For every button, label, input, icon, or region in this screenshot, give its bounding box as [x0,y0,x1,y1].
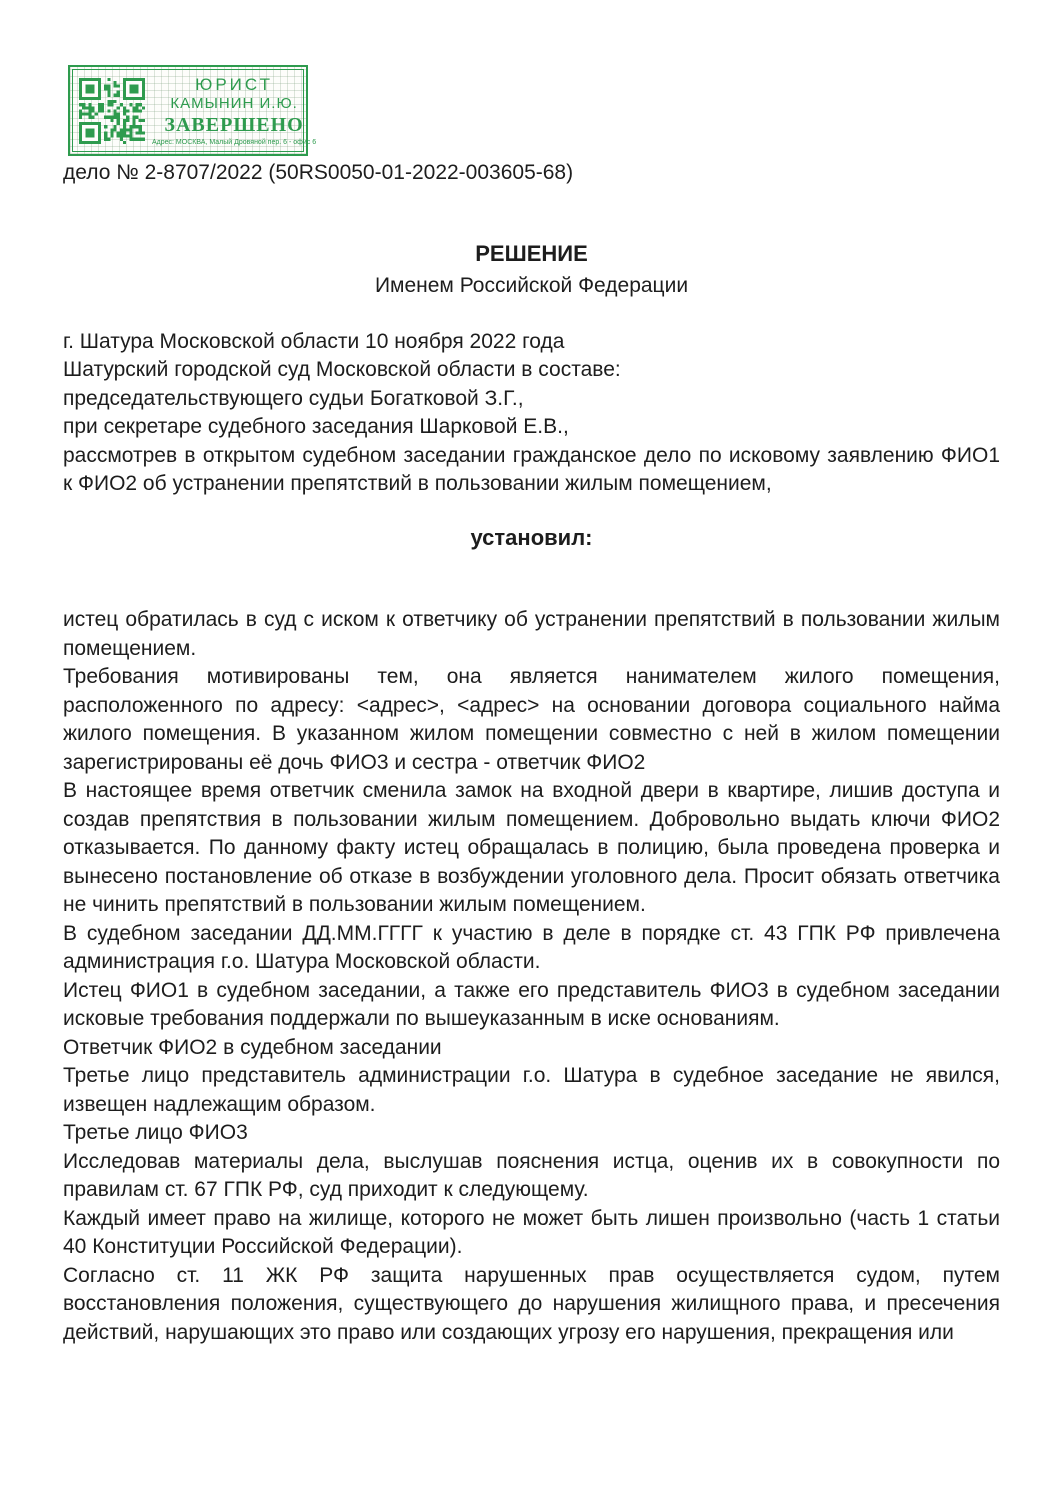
lawyer-stamp [68,65,317,156]
body-block [63,606,1000,1347]
body-paragraph: Каждый имеет право на жилище, которого не может быть лишен произвольно (часть 1 статьи 40 Конституции Российской Федерации). [63,1206,1000,1258]
body-paragraph: истец обратилась в суд с иском к ответчику об устранении препятствий в пользовании жилым помещением. [63,608,1000,660]
intro-paragraph: рассмотрев в открытом судебном заседании гражданское дело по исковому заявлению ФИО1 к ФИО2 об устранении препятствий в пользовании жилым помещением, [63,443,1000,495]
body-paragraph: Исследовав материалы дела, выслушав пояснения истца, оценив их в совокупности по правилам ст. 67 ГПК РФ, суд приходит к следующему. [63,1149,1000,1201]
body-paragraph: Истец ФИО1 в судебном заседании, а также его представитель ФИО3 в судебном заседании исковые требования поддержали по вышеуказанным в иске основаниям. [63,978,1000,1030]
stamp-name: КАМЫНИН И.Ю. [170,95,298,113]
lawyer-stamp-inner [72,69,317,152]
section-heading-ustanovil: установил: [470,524,593,550]
qr-code-icon [79,78,145,144]
stamp-status: ЗАВЕРШЕНО [164,114,304,137]
decision-title: РЕШЕНИЕ [475,240,588,266]
body-paragraph: Третье лицо представитель администрации г.о. Шатура в судебное заседание не явился, извещен надлежащим образом. [63,1064,1000,1116]
stamp-title: ЮРИСТ [195,74,273,94]
intro-line-court: Шатурский городской суд Московской области в составе: [63,358,621,381]
body-paragraph: В настоящее время ответчик сменила замок на входной двери в квартире, лишив доступа и создав препятствия в пользовании жилым помещением. Добровольно выдать ключи ФИО2 отказывается. По данному факту истец обращалась в полицию, была проведена проверка и вынесено постановление об отказе в возбуждении уголовного дела. Просит обязать ответчика не чинить препятствий в пользовании жилым помещением. [63,779,1000,916]
stamp-address: Адрес: МОСКВА, Малый Дровяной пер. 6 - офис 6 [152,139,317,147]
decision-subtitle: Именем Российской Федерации [374,274,689,297]
intro-line-secretary: при секретаре судебного заседания Шарковой Е.В., [63,415,569,438]
body-paragraph: Третье лицо ФИО3 [63,1121,248,1144]
intro-block [63,328,1000,499]
stamp-text [152,76,316,147]
intro-line-judge: председательствующего судьи Богатковой З.Г., [63,386,524,410]
body-paragraph: Требования мотивированы тем, она является нанимателем жилого помещения, расположенного по адресу: <адрес>, <адрес> на основании договора социального найма жилого помещения. В указанном жилом помещении совместно с ней в жилом помещении зарегистрированы её дочь ФИО3 и сестра - ответчик ФИО2 [63,665,1000,774]
case-number: дело № 2-8707/2022 (50RS0050-01-2022-003605-68) [63,161,574,184]
intro-line-place-date: г. Шатура Московской области 10 ноября 2022 года [63,329,565,353]
body-paragraph: В судебном заседании ДД.ММ.ГГГГ к участию в деле в порядке ст. 43 ГПК РФ привлечена администрация г.о. Шатура Московской области. [63,921,1000,973]
body-paragraph: Ответчик ФИО2 в судебном заседании [63,1035,442,1059]
body-paragraph: Согласно ст. 11 ЖК РФ защита нарушенных прав осуществляется судом, путем восстановления положения, существующего до нарушения жилищного права, и пресечения действий, нарушающих это право или создающих угрозу его нарушения, прекращения или [63,1263,1000,1344]
